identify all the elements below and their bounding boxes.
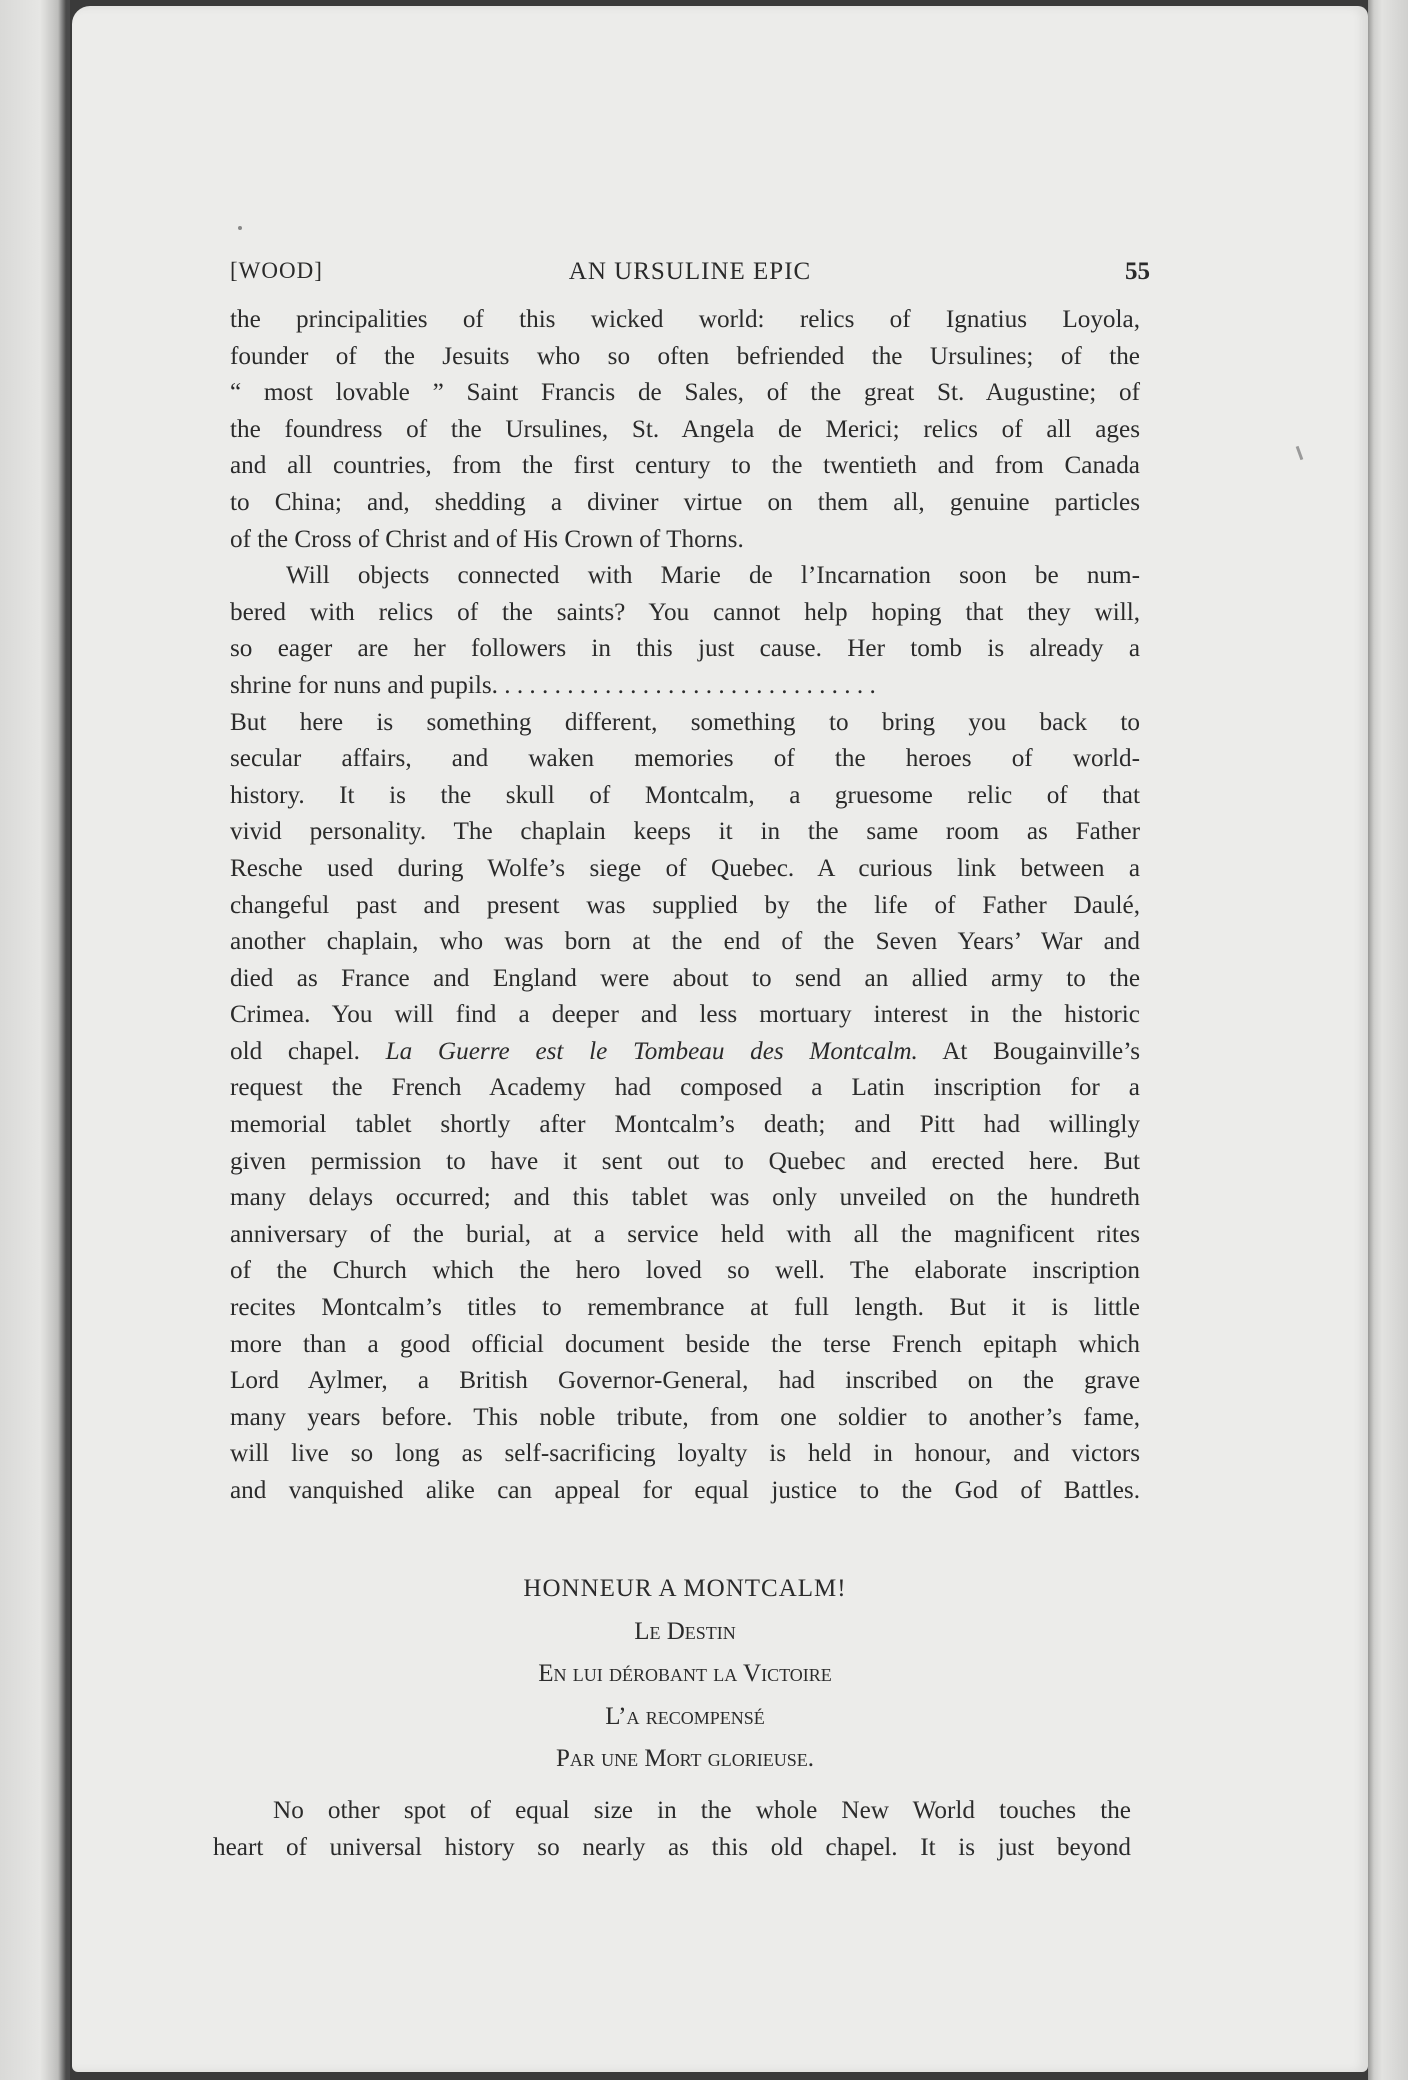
text-line: history. It is the skull of Montcalm, a gruesome relic of that: [230, 781, 1140, 809]
text-line: founder of the Jesuits who so often befriended the Ursulines; of the: [230, 342, 1140, 370]
text-line: and vanquished alike can appeal for equal justice to the God of Battles.: [230, 1477, 1140, 1504]
text-run: At Bougainville’s: [942, 1037, 1140, 1065]
text-line: another chaplain, who was born at the end of the Seven Years’ War and: [230, 928, 1140, 956]
text-line: “ most lovable ” Saint Francis de Sales, of the great St. Augustine; of: [230, 379, 1140, 407]
text-line: the foundress of the Ursulines, St. Angela de Merici; relics of all ages: [230, 415, 1140, 443]
text-line: recites Montcalm’s titles to remembrance at full length. But it is little: [230, 1294, 1140, 1322]
italic-quote: La Guerre est le Tombeau des Montcalm.: [385, 1037, 918, 1065]
previous-page-edge: [0, 0, 70, 2080]
epitaph-line: Par une Mort glorieuse.: [555, 1745, 815, 1772]
running-header: [230, 258, 1150, 294]
text-line: But here is something different, something to bring you back to: [230, 708, 1140, 736]
page-edge-shadow: [1368, 0, 1408, 2080]
text-line: died as France and England were about to send an allied army to the: [230, 964, 1140, 992]
text-line: vivid personality. The chaplain keeps it in the same room as Father: [230, 818, 1140, 846]
text-line: changeful past and present was supplied by the life of Father Daulé,: [230, 891, 1140, 919]
text-line: more than a good official document beside the terse French epitaph which: [230, 1330, 1140, 1358]
text-line: will live so long as self-sacrificing loyalty is held in honour, and victors: [230, 1440, 1140, 1468]
text-run: old chapel.: [230, 1037, 360, 1065]
text-line: Will objects connected with Marie de l’Incarnation soon be num-: [286, 562, 1140, 590]
epitaph-line: Le Destin: [634, 1617, 736, 1645]
text-line: Lord Aylmer, a British Governor-General, had inscribed on the grave: [230, 1367, 1140, 1395]
text-line: memorial tablet shortly after Montcalm’s death; and Pitt had willingly: [230, 1111, 1140, 1139]
text-line: so eager are her followers in this just cause. Her tomb is already a: [230, 635, 1140, 663]
text-line: of the Church which the hero loved so well. The elaborate inscription: [230, 1257, 1140, 1285]
print-speck: [238, 226, 242, 230]
running-title: AN URSULINE EPIC: [568, 258, 812, 285]
text-line: many delays occurred; and this tablet was only unveiled on the hundreth: [230, 1184, 1140, 1212]
text-line: given permission to have it sent out to Quebec and erected here. But: [230, 1147, 1140, 1175]
text-line: the principalities of this wicked world: relics of Ignatius Loyola,: [230, 306, 1140, 333]
text-line: Resche used during Wolfe’s siege of Quebec. A curious link between a: [230, 854, 1140, 882]
text-line-with-italic: [230, 1034, 1140, 1071]
closing-text: [213, 1792, 1131, 1866]
epitaph-line: L’a recompensé: [605, 1702, 765, 1730]
epitaph-line: En lui dérobant la Victoire: [538, 1660, 832, 1687]
text-line: bered with relics of the saints? You cannot help hoping that they will,: [230, 598, 1140, 626]
text-line: heart of universal history so nearly as this old chapel. It is just beyond: [213, 1834, 1131, 1861]
text-line: to China; and, shedding a diviner virtue on them all, genuine particles: [230, 488, 1140, 516]
page-number: 55: [1125, 258, 1150, 285]
epitaph-line: HONNEUR A MONTCALM!: [523, 1575, 847, 1602]
epitaph-block: [230, 1568, 1140, 1781]
text-line: Crimea. You will find a deeper and less mortuary interest in the historic: [230, 1001, 1140, 1029]
text-line: secular affairs, and waken memories of the heroes of world-: [230, 745, 1140, 773]
main-text: [230, 302, 1140, 1510]
text-line: No other spot of equal size in the whole New World touches the: [273, 1797, 1131, 1824]
text-line: many years before. This noble tribute, from one soldier to another’s fame,: [230, 1403, 1140, 1431]
text-line: of the Cross of Christ and of His Crown of Thorns.: [230, 525, 744, 553]
text-line: anniversary of the burial, at a service held with all the magnificent rites: [230, 1220, 1140, 1248]
text-line: shrine for nuns and pupils. . . . . . . . . . . . . . . . . . . . . . . . . . . . . . .: [230, 671, 876, 699]
text-line: request the French Academy had composed a Latin inscription for a: [230, 1074, 1140, 1102]
text-line: and all countries, from the first century to the twentieth and from Canada: [230, 452, 1140, 480]
author-tag: [WOOD]: [230, 258, 323, 283]
